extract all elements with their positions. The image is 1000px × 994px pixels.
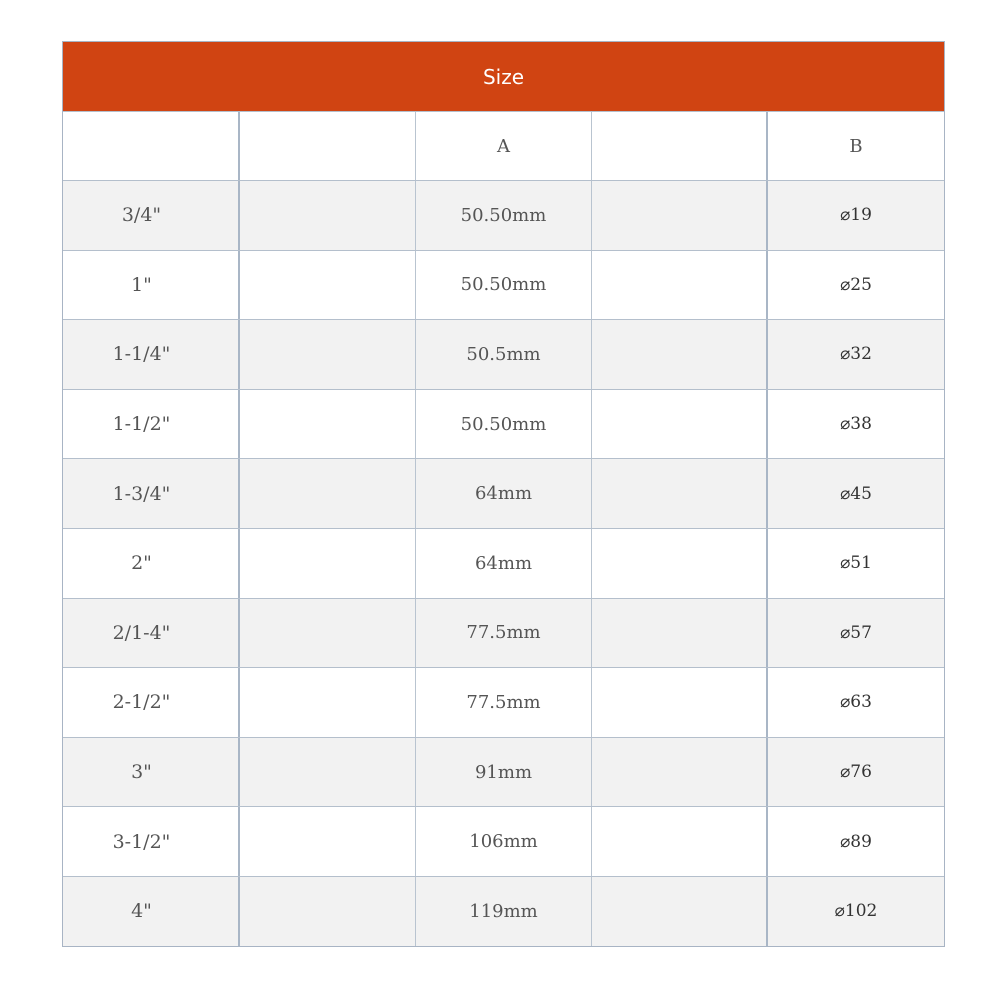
table-row [63,737,944,807]
empty-cell [240,251,416,320]
table-row [63,458,944,528]
header-cell-b: B [849,135,863,157]
dimension-b-cell: ⌀89 [840,831,872,852]
size-cell: 3/4" [63,181,240,250]
dimension-a-cell: 50.5mm [416,320,592,389]
size-cell: 4" [63,877,240,946]
dimension-b-cell: ⌀76 [840,762,872,783]
size-cell: 2-1/2" [63,668,240,737]
dimension-a-cell: 77.5mm [416,599,592,668]
empty-cell [592,459,768,528]
dimension-b-cell: ⌀32 [840,344,872,365]
empty-cell [592,599,768,668]
table-row [63,389,944,459]
empty-cell [592,668,768,737]
size-cell: 1-1/2" [63,390,240,459]
empty-cell [592,738,768,807]
table-row [63,667,944,737]
table-row [63,250,944,320]
table-row [63,598,944,668]
empty-cell [240,459,416,528]
dimension-a-cell: 64mm [416,459,592,528]
table-row [63,876,944,946]
dimension-a-cell: 119mm [416,877,592,946]
dimension-a-cell: 50.50mm [416,390,592,459]
header-cell-empty [240,112,416,180]
table-header-row [63,111,944,180]
dimension-b-cell: ⌀19 [840,205,872,226]
size-table [62,41,945,947]
empty-cell [240,181,416,250]
empty-cell [592,807,768,876]
dimension-a-cell: 64mm [416,529,592,598]
dimension-b-cell: ⌀45 [840,483,872,504]
empty-cell [240,668,416,737]
header-cell-empty [592,112,768,180]
dimension-a-cell: 50.50mm [416,251,592,320]
size-cell: 2" [63,529,240,598]
dimension-b-cell: ⌀57 [840,622,872,643]
size-cell: 1-3/4" [63,459,240,528]
dimension-b-cell: ⌀38 [840,414,872,435]
dimension-a-cell: 50.50mm [416,181,592,250]
empty-cell [240,529,416,598]
table-row [63,528,944,598]
empty-cell [240,877,416,946]
dimension-b-cell: ⌀63 [840,692,872,713]
size-cell: 2/1-4" [63,599,240,668]
header-cell-size [63,112,240,180]
empty-cell [592,390,768,459]
table-row [63,180,944,250]
dimension-a-cell: 106mm [416,807,592,876]
empty-cell [592,529,768,598]
table-row [63,806,944,876]
size-cell: 3" [63,738,240,807]
empty-cell [240,599,416,668]
size-cell: 1-1/4" [63,320,240,389]
dimension-b-cell: ⌀25 [840,274,872,295]
dimension-b-cell: ⌀51 [840,553,872,574]
size-cell: 3-1/2" [63,807,240,876]
empty-cell [240,807,416,876]
table-title: Size [63,42,944,111]
header-cell-a: A [416,112,592,180]
table-row [63,319,944,389]
dimension-a-cell: 77.5mm [416,668,592,737]
dimension-a-cell: 91mm [416,738,592,807]
empty-cell [240,390,416,459]
empty-cell [592,320,768,389]
empty-cell [240,320,416,389]
empty-cell [592,181,768,250]
empty-cell [592,877,768,946]
empty-cell [592,251,768,320]
size-cell: 1" [63,251,240,320]
dimension-b-cell: ⌀102 [834,901,878,922]
empty-cell [240,738,416,807]
